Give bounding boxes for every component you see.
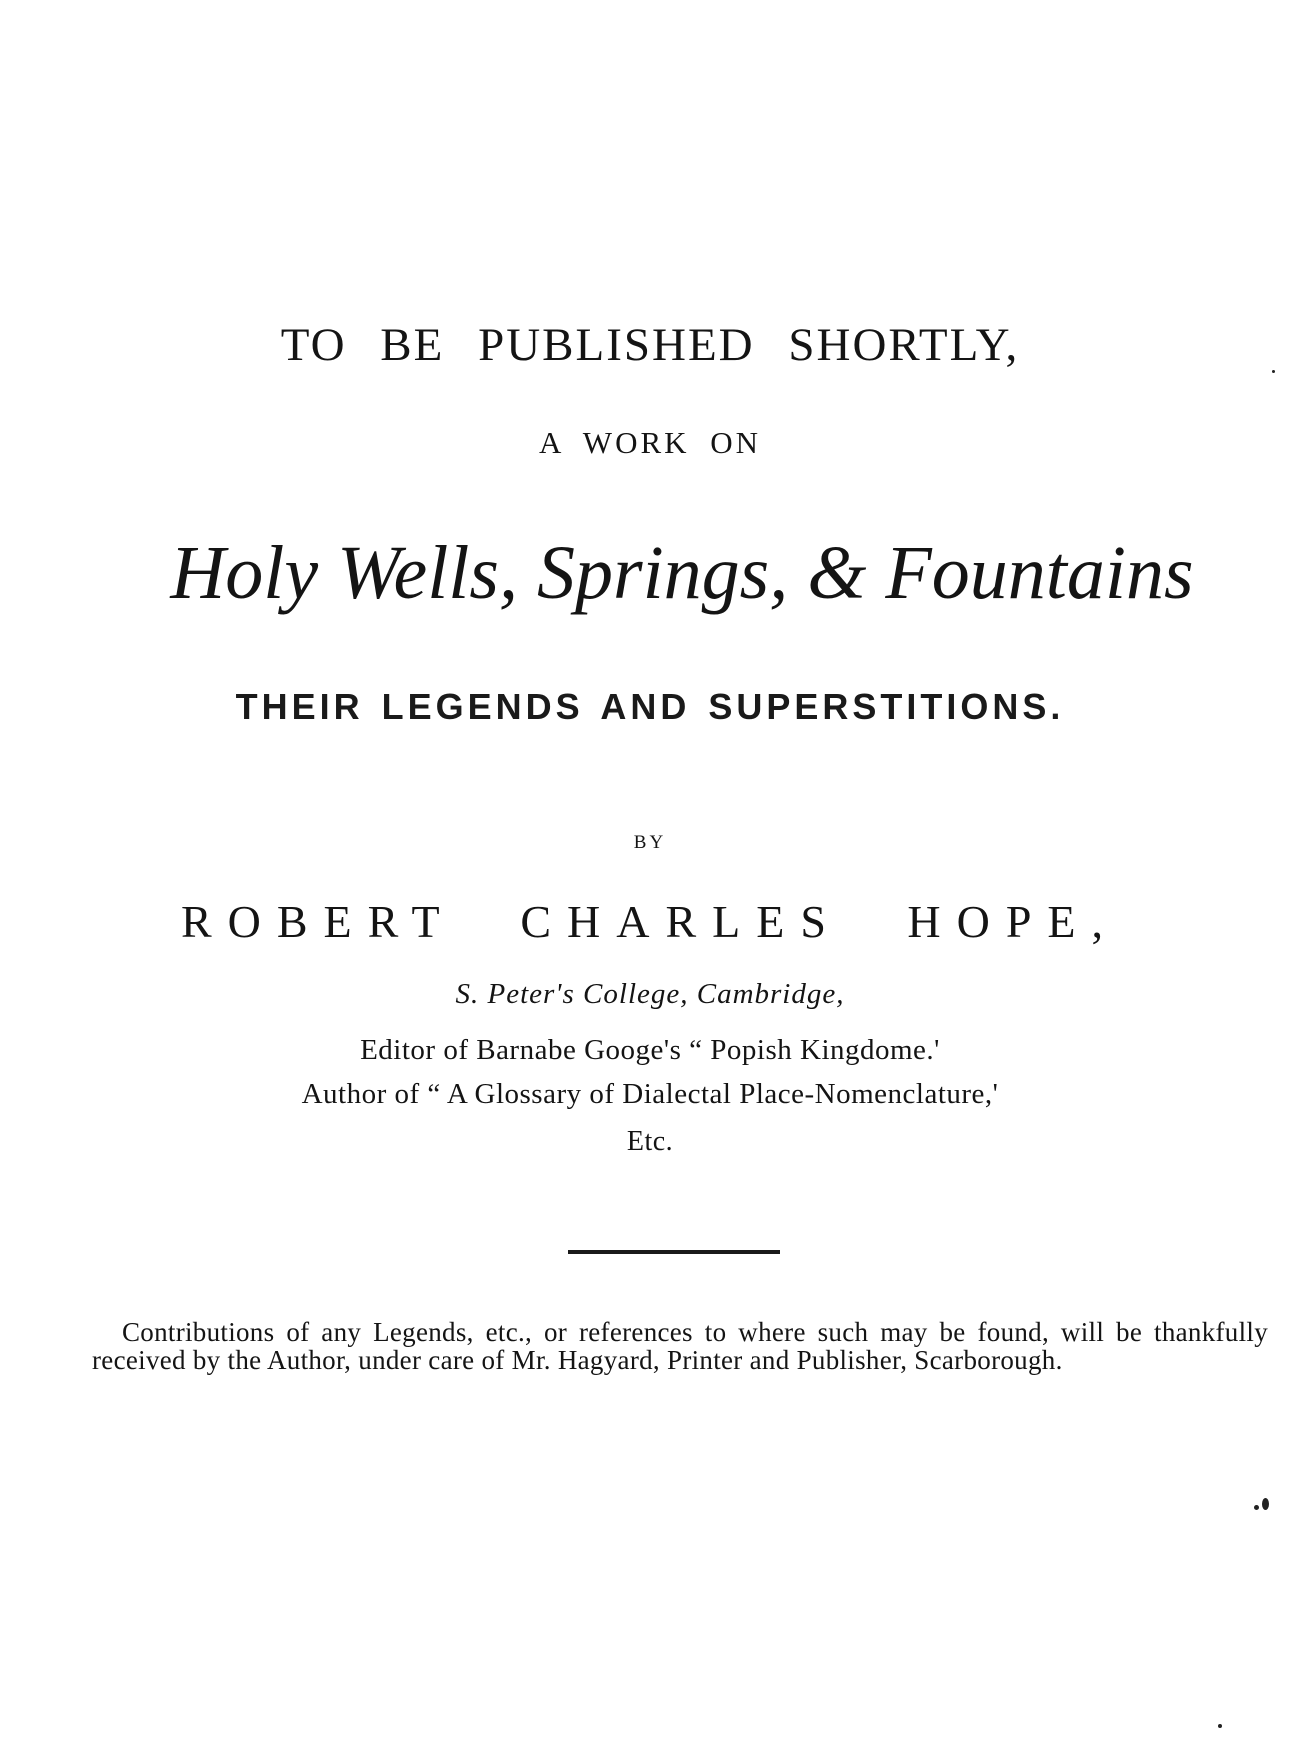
- ink-speck: [1218, 1724, 1222, 1728]
- author-name: ROBERT CHARLES HOPE,: [180, 896, 1120, 947]
- announcement-heading: TO BE PUBLISHED SHORTLY,: [280, 319, 1020, 371]
- work-on-label: A WORK ON: [538, 425, 762, 460]
- author-college: S. Peter's College, Cambridge,: [455, 978, 845, 1010]
- author-credit-etc: Etc.: [626, 1126, 674, 1157]
- author-credit-editor: Editor of Barnabe Googe's “ Popish Kingdome.': [360, 1034, 940, 1066]
- author-credit-glossary: Author of “ A Glossary of Dialectal Place-Nomenclature,': [301, 1078, 999, 1110]
- ink-speck: [1272, 370, 1275, 373]
- ink-speck: [1254, 1505, 1259, 1510]
- ink-speck: [1262, 1498, 1269, 1510]
- contributions-note: Contributions of any Legends, etc., or references to where such may be found, will be thankfully received by the Author, under care of Mr. Hagyard, Printer and Publisher, Scarborough.: [92, 1317, 1268, 1376]
- section-divider: [568, 1250, 780, 1254]
- by-label: BY: [633, 832, 667, 853]
- book-title: Holy Wells, Springs, & Fountains: [170, 531, 1194, 615]
- book-subtitle: THEIR LEGENDS AND SUPERSTITIONS.: [235, 686, 1065, 727]
